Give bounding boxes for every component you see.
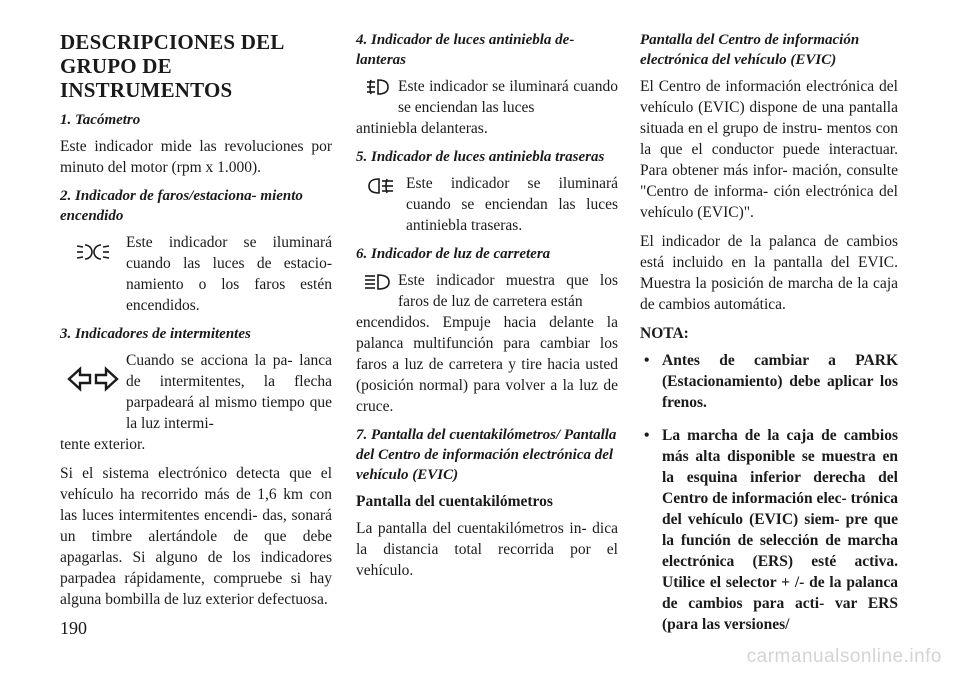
turn-signals-heading: 3. Indicadores de intermitentes [60, 326, 251, 342]
evic-paragraph-2: El indicador de la palanca de cambios está incluido en la pantalla del EVIC. Muestra la posición de marcha de la caja de cambios automática. [640, 233, 898, 313]
turn-signals-text-cont: tente exterior. [60, 436, 146, 453]
rear-fog-light-icon [356, 173, 406, 195]
note-item: • Antes de cambiar a PARK (Estacionamiento) debe aplicar los frenos. [640, 350, 898, 413]
front-fog-text-cont: antiniebla delanteras. [356, 120, 488, 137]
front-fog-text: Este indicador se iluminará cuando se enciendan las luces [398, 78, 618, 116]
page-number: 190 [60, 618, 87, 638]
note-label: NOTA: [640, 325, 689, 342]
evic-paragraph-1: El Centro de información electrónica del vehículo (EVIC) dispone de una pantalla situada en el grupo de instru- mentos con la que el conductor puede interactuar. Para obtener más infor- mación, consulte "Centro de informa- ción electrónica del vehículo (EVIC)". [640, 78, 898, 221]
rear-fog-heading: 5. Indicador de luces antiniebla traseras [356, 149, 605, 165]
high-beam-indicator [356, 270, 618, 312]
front-fog-indicator [356, 76, 618, 118]
turn-signals-paragraph: Si el sistema electrónico detecta que el vehículo ha recorrido más de 1,6 km con las luces intermitentes encendi- das, sonará un timbre alertándole de que debe apagarlas. Si alguno de los indicadores parpadea rápidamente, compruebe si hay alguna bombilla de luz exterior defectuosa. [60, 465, 332, 608]
turn-signals-text: Cuando se acciona la pa- lanca de intermitentes, la flecha parpadeará al mismo tiempo que la luz intermi- [126, 352, 332, 432]
high-beam-heading: 6. Indicador de luz de carretera [356, 246, 551, 262]
column-2 [356, 30, 618, 589]
title-line-3: INSTRUMENTOS [60, 78, 233, 102]
note-list [640, 350, 898, 635]
high-beam-text-cont: encendidos. Empuje hacia delante la palanca multifunción para cambiar los faros a luz de carretera y tire hacia usted (posición normal) para volver a la luz de cruce. [356, 314, 618, 415]
page-title [60, 30, 332, 102]
column-3 [640, 30, 898, 647]
column-1 [60, 30, 332, 618]
parking-lights-icon [60, 232, 126, 262]
front-fog-light-icon [356, 76, 398, 96]
parking-lights-heading: 2. Indicador de faros/estaciona- miento encendido [60, 188, 303, 224]
watermark: carmanualsonline.info [746, 646, 942, 667]
odometer-subheading: Pantalla del cuentakilómetros [356, 493, 553, 510]
high-beam-text: Este indicador muestra que los faros de luz de carretera están [398, 272, 618, 310]
title-line-1: DESCRIPCIONES DEL [60, 30, 285, 54]
tachometer-text: Este indicador mide las revoluciones por minuto del motor (rpm x 1.000). [60, 138, 332, 176]
turn-signals-indicator [60, 350, 332, 434]
front-fog-heading: 4. Indicador de luces antiniebla de- lanteras [356, 32, 575, 68]
parking-lights-indicator [60, 232, 332, 316]
tachometer-heading: 1. Tacómetro [60, 112, 141, 128]
odometer-text: La pantalla del cuentakilómetros in- dica la distancia total recorrida por el vehículo. [356, 520, 618, 579]
rear-fog-text: Este indicador se iluminará cuando se enciendan las luces antiniebla traseras. [406, 175, 618, 234]
title-line-2: GRUPO DE [60, 54, 172, 78]
parking-lights-text: Este indicador se iluminará cuando las luces de estacio- namiento o los faros estén encendidos. [126, 234, 332, 314]
evic-heading: Pantalla del Centro de información electrónica del vehículo (EVIC) [640, 32, 860, 68]
high-beam-icon [356, 270, 398, 291]
turn-signals-icon [60, 350, 126, 392]
rear-fog-indicator [356, 173, 618, 236]
note-item: • La marcha de la caja de cambios más alta disponible se muestra en la esquina inferior derecha del Centro de información elec- trónica del vehículo (EVIC) siem- pre que la función de selección de marcha electrónica (ERS) esté activa. Utilice el selector + /- de la palanca de cambios para acti- var ERS (para las versiones/ [640, 425, 898, 635]
odometer-evic-heading: 7. Pantalla del cuentakilómetros/ Pantalla del Centro de información electrónica del vehículo (EVIC) [356, 427, 617, 483]
